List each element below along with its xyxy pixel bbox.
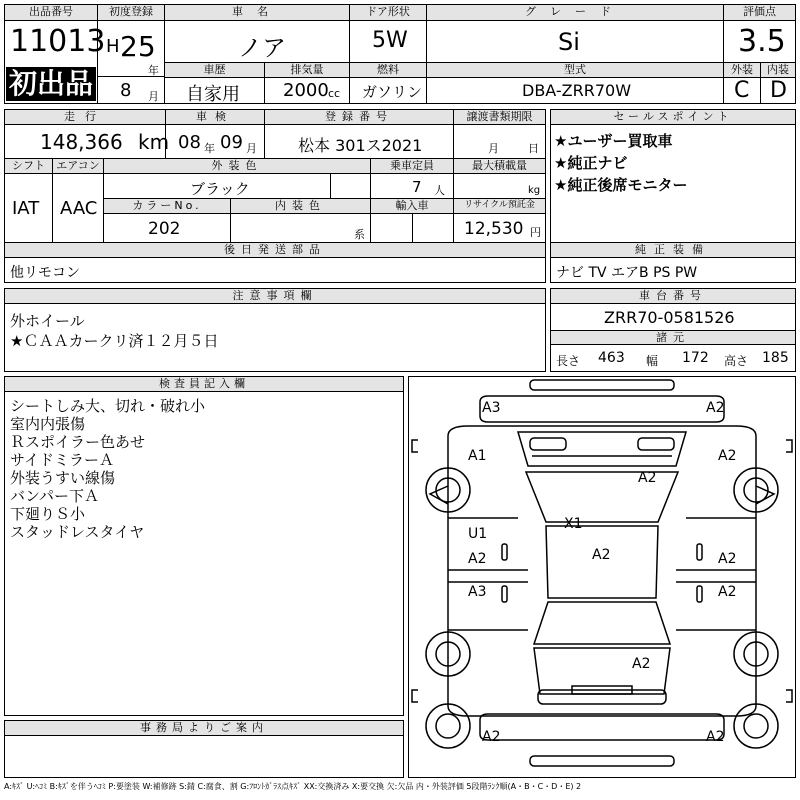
sales-point-item: ★ユーザー買取車 bbox=[554, 132, 673, 150]
load-unit: kg bbox=[528, 185, 541, 196]
color-no-label: カラーNo. bbox=[104, 199, 230, 214]
reg-month: 8 bbox=[120, 80, 132, 101]
legend: A:ｷｽﾞ U:ﾍｺﾐ B:ｷｽﾞを伴うﾍｺﾐ P:要塗装 W:補修跡 S:錆 C:腐食、割 G:ﾌﾛﾝﾄｶﾞﾗｽ点ｷｽﾞ XX:交換済み X:要交換 欠:欠品 内・外装評価 5段階ﾗﾝｸ順(A・B・C・D・E) 2 bbox=[4, 782, 582, 791]
inspection-month-unit: 月 bbox=[246, 142, 257, 155]
car-name-label: 車名 bbox=[165, 5, 349, 21]
grade: Si bbox=[558, 28, 580, 56]
damage-mark: A2 bbox=[706, 400, 725, 416]
recycle: 12,530 bbox=[464, 219, 524, 239]
later-parts: 他リモコン bbox=[10, 265, 80, 281]
color-label: 外装色 bbox=[104, 159, 370, 174]
exterior-color: ブラック bbox=[190, 180, 250, 198]
plate-label: 登録番号 bbox=[265, 110, 453, 125]
displacement-unit: cc bbox=[328, 87, 341, 100]
month-unit: 月 bbox=[148, 90, 159, 103]
capacity-label: 乗車定員 bbox=[371, 159, 453, 174]
displacement-label: 排気量 bbox=[265, 63, 349, 78]
inspector-line: Ｒスポイラー色あせ bbox=[10, 433, 146, 451]
capacity: 7 bbox=[412, 178, 422, 196]
note-line: 外ホイール bbox=[10, 312, 85, 330]
equipment: ナビ TV エアB PS PW bbox=[556, 265, 698, 281]
displacement: 2000 bbox=[283, 80, 329, 101]
exterior-label: 外装 bbox=[724, 63, 760, 78]
height-label: 高さ bbox=[724, 354, 749, 368]
grade-label: グレード bbox=[427, 5, 723, 21]
door-type: 5W bbox=[372, 28, 408, 53]
office-label: 事務局よりご案内 bbox=[5, 721, 403, 736]
sales-point-item: ★純正後席モニター bbox=[554, 176, 688, 194]
spec-label: 諸元 bbox=[551, 331, 795, 345]
shift: IAT bbox=[12, 198, 40, 219]
height: 185 bbox=[762, 350, 789, 366]
lot-label: 出品番号 bbox=[5, 5, 97, 21]
door-label: ドア形状 bbox=[350, 5, 426, 21]
capacity-unit: 人 bbox=[434, 184, 445, 197]
chassis-number: ZRR70-0581526 bbox=[604, 308, 735, 327]
mileage: 148,366 bbox=[40, 130, 123, 154]
length-label: 長さ bbox=[556, 354, 581, 368]
transfer-month-unit: 月 bbox=[488, 142, 499, 155]
fuel-label: 燃料 bbox=[350, 63, 426, 78]
inspector-line: スタッドレスタイヤ bbox=[10, 523, 145, 541]
year-unit: 年 bbox=[148, 64, 159, 77]
color-no: 202 bbox=[148, 219, 181, 239]
damage-mark: A3 bbox=[468, 584, 487, 600]
plate-number: 松本 301ス2021 bbox=[298, 136, 423, 155]
transfer-label: 譲渡書類期限 bbox=[454, 110, 545, 125]
chassis-label: 車台番号 bbox=[551, 289, 795, 304]
inspection-year: 08 bbox=[178, 132, 201, 153]
model-label: 型式 bbox=[427, 63, 723, 78]
car-name: ノア bbox=[238, 34, 286, 62]
inspector-line: 下廻りＳ小 bbox=[10, 505, 86, 523]
int-color-label: 内装色 bbox=[231, 199, 370, 214]
lot-number: 11013 bbox=[10, 24, 106, 59]
history: 自家用 bbox=[186, 84, 240, 105]
damage-mark: A2 bbox=[718, 448, 737, 464]
import-label: 輸入車 bbox=[371, 199, 453, 214]
damage-mark: A2 bbox=[468, 551, 487, 567]
recycle-unit: 円 bbox=[530, 226, 541, 239]
inspector-line: 外装うすい線傷 bbox=[10, 469, 116, 487]
int-color-unit: 系 bbox=[354, 228, 365, 241]
score-label: 評価点 bbox=[724, 5, 795, 21]
interior-grade: D bbox=[770, 78, 787, 103]
sales-point-item: ★純正ナビ bbox=[554, 154, 628, 172]
recycle-label: リサイクル預託金 bbox=[454, 199, 545, 214]
inspection-month: 09 bbox=[220, 132, 243, 153]
damage-mark: A3 bbox=[482, 400, 501, 416]
sales-points-label: セールスポイント bbox=[551, 110, 795, 125]
width: 172 bbox=[682, 350, 709, 366]
width-label: 幅 bbox=[646, 354, 659, 368]
inspector-line: バンパー下Ａ bbox=[10, 487, 99, 505]
inspection-label: 車検 bbox=[166, 110, 264, 125]
damage-mark: A2 bbox=[718, 551, 737, 567]
damage-mark: X1 bbox=[564, 516, 583, 532]
first-listing-badge: 初出品 bbox=[6, 67, 96, 101]
reg-year: 25 bbox=[120, 30, 156, 63]
inspector-line: シートしみ大、切れ・破れ小 bbox=[10, 397, 206, 415]
transfer-day-unit: 日 bbox=[528, 142, 539, 155]
fuel: ガソリン bbox=[362, 83, 423, 101]
damage-mark: A2 bbox=[706, 729, 725, 745]
damage-mark: A2 bbox=[718, 584, 737, 600]
length: 463 bbox=[598, 350, 625, 366]
damage-mark: A2 bbox=[592, 547, 611, 563]
first-reg-label: 初度登録 bbox=[98, 5, 164, 21]
damage-mark: U1 bbox=[468, 526, 488, 542]
ac-label: エアコン bbox=[53, 159, 103, 174]
mileage-unit: km bbox=[138, 130, 170, 154]
inspector-line: サイドミラーＡ bbox=[10, 451, 114, 469]
damage-mark: A2 bbox=[482, 729, 501, 745]
model: DBA-ZRR70W bbox=[522, 81, 632, 100]
note-line: ★ＣＡＡカークリ済１２月５日 bbox=[10, 332, 219, 350]
load-label: 最大積載量 bbox=[454, 159, 545, 174]
exterior-grade: C bbox=[734, 78, 750, 103]
notes-label: 注意事項欄 bbox=[5, 289, 545, 304]
damage-mark: A2 bbox=[632, 656, 651, 672]
interior-label: 内装 bbox=[761, 63, 795, 78]
later-parts-label: 後日発送部品 bbox=[5, 243, 545, 258]
car-diagram bbox=[408, 376, 796, 778]
equipment-label: 純正装備 bbox=[551, 243, 795, 258]
inspector-line: 室内内張傷 bbox=[10, 415, 86, 433]
ac: AAC bbox=[60, 198, 98, 219]
mileage-label: 走行 bbox=[5, 110, 165, 125]
score: 3.5 bbox=[738, 24, 786, 59]
inspection-year-unit: 年 bbox=[204, 142, 215, 155]
inspector-label: 検査員記入欄 bbox=[5, 377, 403, 392]
era: H bbox=[106, 36, 120, 57]
damage-mark: A2 bbox=[638, 470, 657, 486]
shift-label: シフト bbox=[5, 159, 52, 174]
history-label: 車歴 bbox=[165, 63, 264, 78]
damage-mark: A1 bbox=[468, 448, 487, 464]
